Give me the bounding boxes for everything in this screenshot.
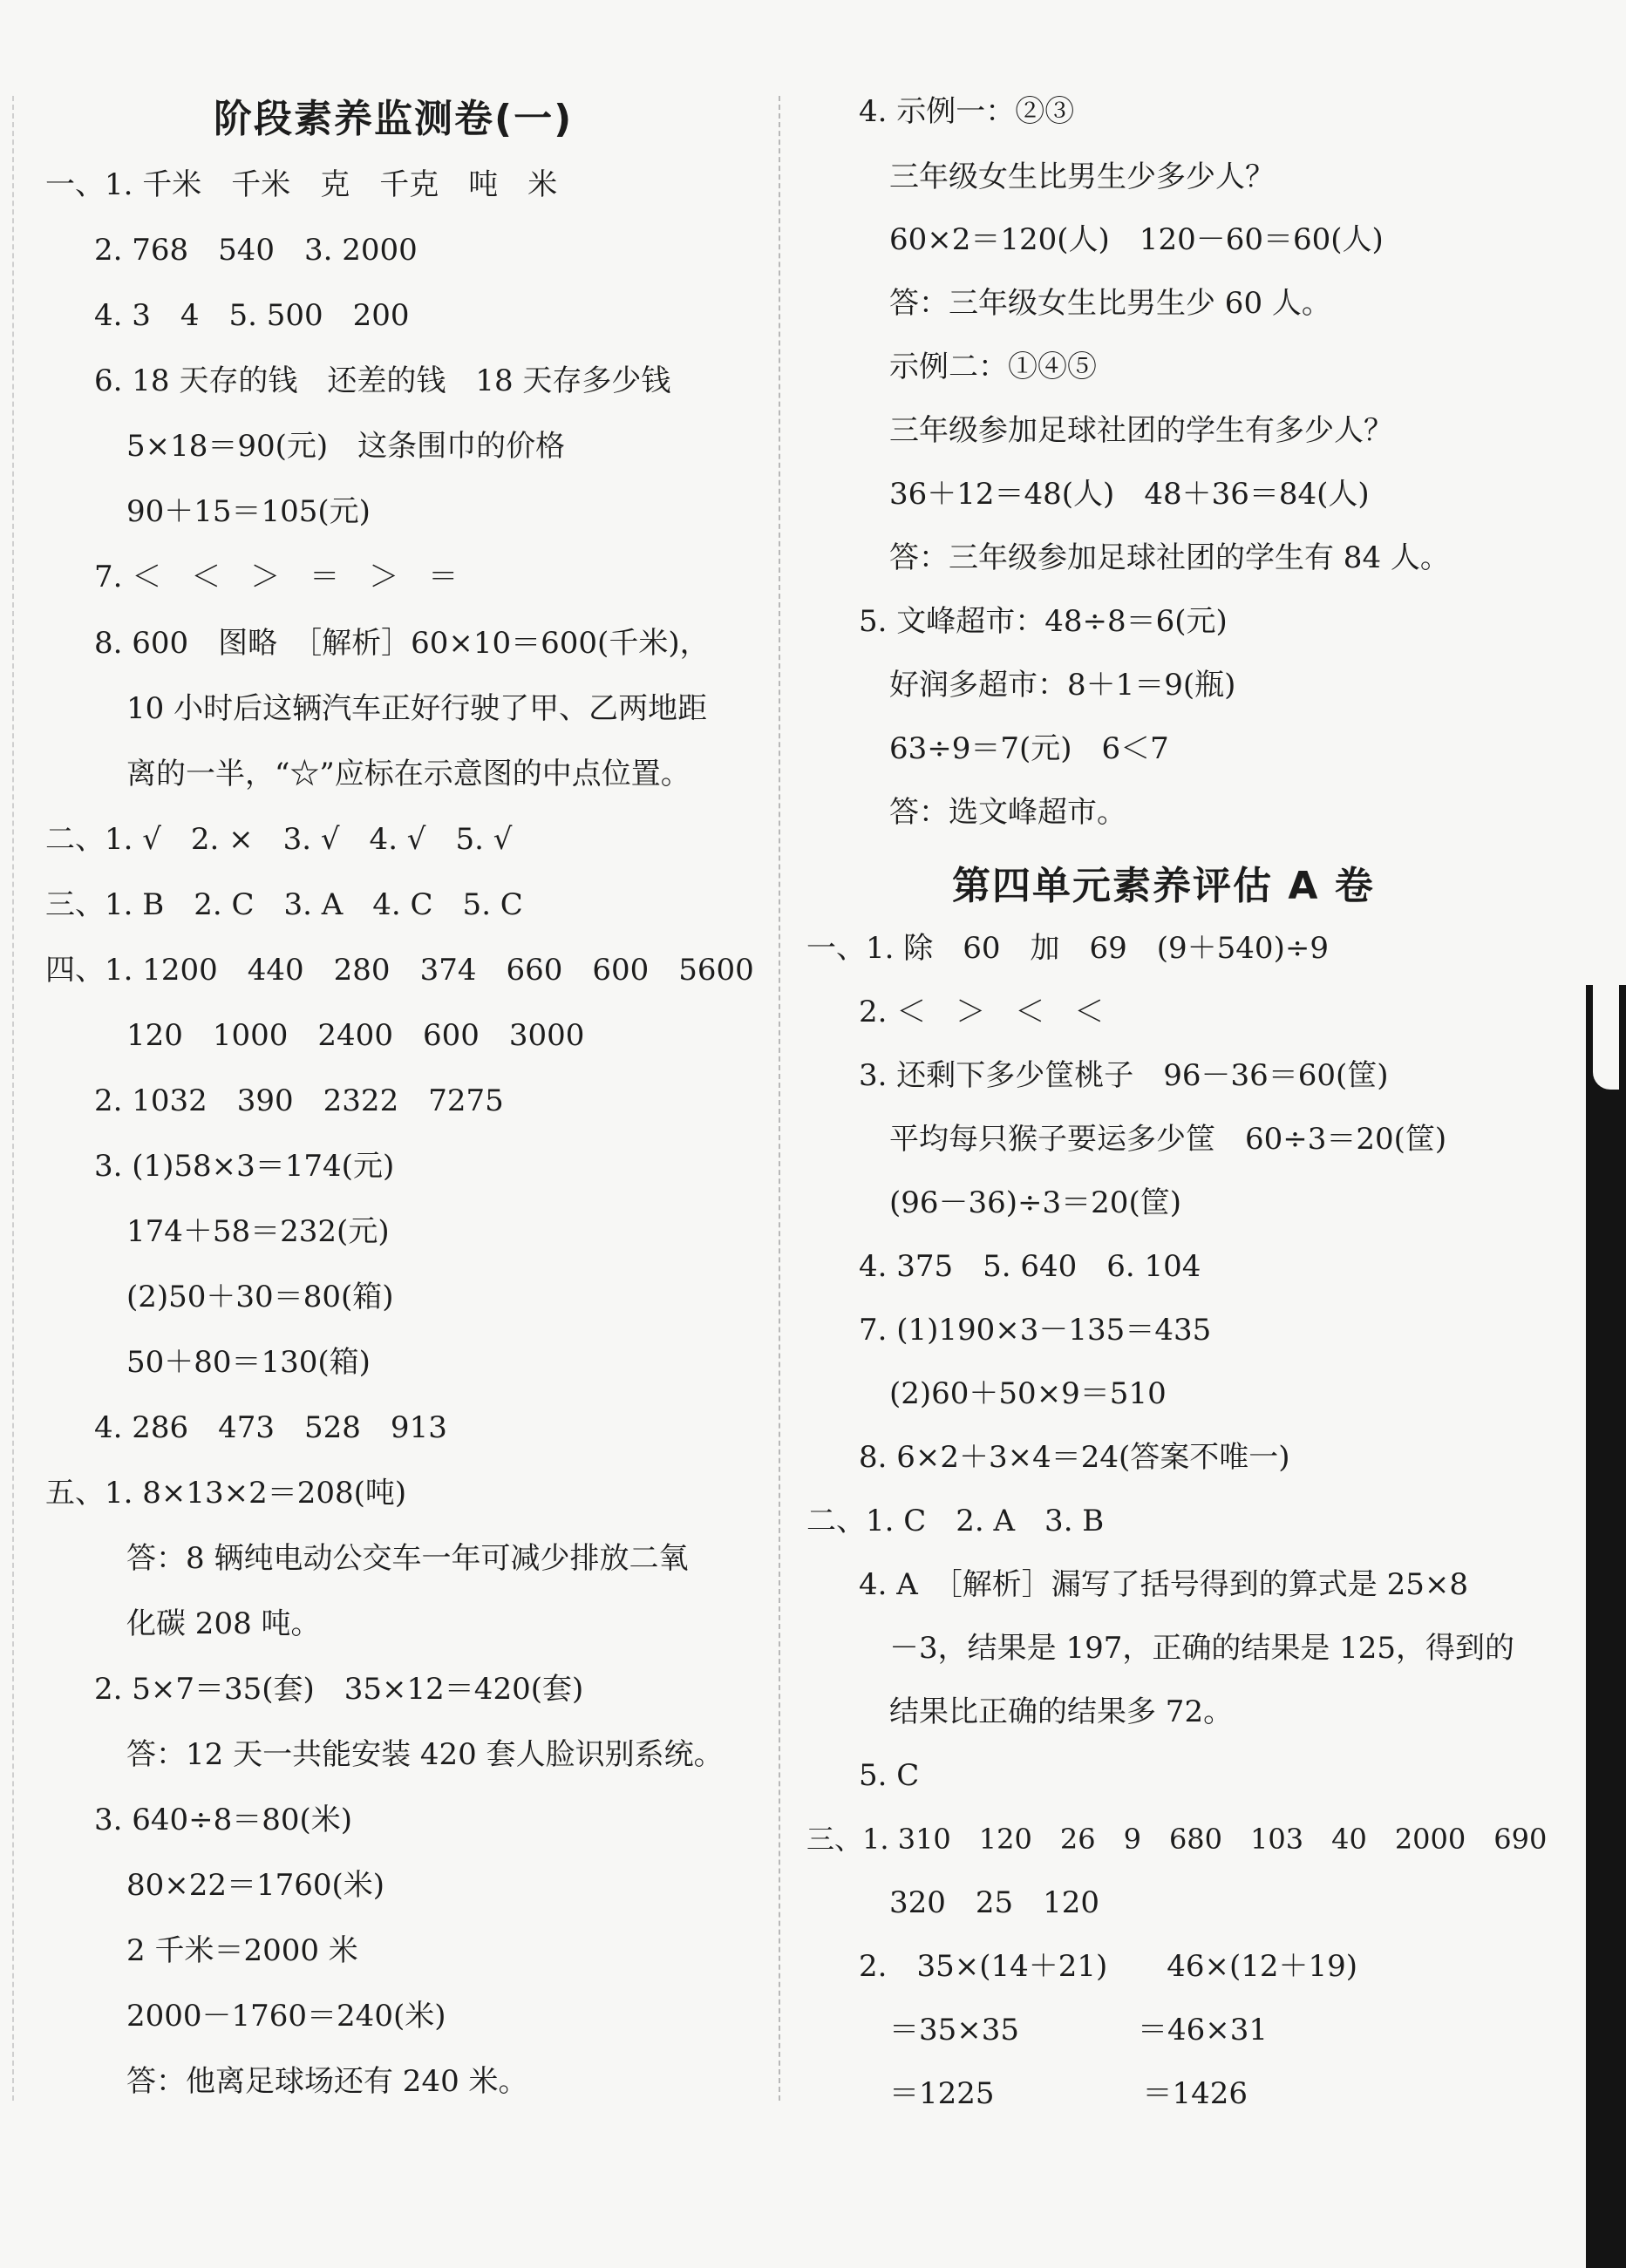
answer-line: 174＋58＝232(元): [126, 1214, 390, 1249]
answer-line: 一、1. 除 60 加 69 (9＋540)÷9: [806, 931, 1329, 966]
answer-line: 8. 600 图略 ［解析］60×10＝600(千米)，: [94, 626, 710, 661]
answer-line: 10 小时后这辆汽车正好行驶了甲、乙两地距: [126, 691, 708, 726]
answer-line: 答：三年级女生比男生少 60 人。: [889, 286, 1331, 321]
answer-line: 答：8 辆纯电动公交车一年可减少排放二氧: [126, 1541, 689, 1576]
answer-line: (2)50＋30＝80(箱): [126, 1280, 394, 1314]
answer-line: 一、1. 千米 千米 克 千克 吨 米: [45, 167, 558, 202]
answer-line: 3. 还剩下多少筐桃子 96－36＝60(筐): [859, 1058, 1389, 1093]
answer-line: 离的一半，“☆”应标在示意图的中点位置。: [126, 757, 691, 791]
answer-line: 5. C: [859, 1758, 920, 1793]
answer-line: ＝35×35 ＝46×31: [889, 2013, 1269, 2047]
answer-line: ＝1225 ＝1426: [889, 2076, 1248, 2111]
answer-line: 4. A ［解析］漏写了括号得到的算式是 25×8: [859, 1567, 1468, 1602]
answer-line: 四、1. 1200 440 280 374 660 600 5600: [45, 953, 754, 988]
scan-dark-edge: [1586, 985, 1626, 2268]
left-margin-line: [12, 96, 14, 2101]
answer-line: 结果比正确的结果多 72。: [889, 1694, 1234, 1729]
answer-line: 答：选文峰超市。: [889, 795, 1126, 830]
answer-line: 化碳 208 吨。: [126, 1606, 321, 1641]
section-title-unit-4-a: 第四单元素养评估 A 卷: [952, 864, 1375, 908]
answer-line: 三、1. B 2. C 3. A 4. C 5. C: [45, 887, 523, 922]
answer-line: 三年级女生比男生少多少人？: [889, 160, 1275, 194]
answer-line: 示例二：①④⑤: [889, 350, 1097, 384]
answer-line: 五、1. 8×13×2＝208(吨): [45, 1476, 407, 1511]
answer-line: 50＋80＝130(箱): [126, 1345, 371, 1380]
answer-line: 2. 768 540 3. 2000: [94, 233, 418, 268]
answer-line: －3，结果是 197，正确的结果是 125，得到的: [889, 1631, 1515, 1666]
answer-line: 4. 286 473 528 913: [94, 1410, 447, 1445]
answer-line: 3. (1)58×3＝174(元): [94, 1149, 395, 1184]
answer-line: 答：12 天一共能安装 420 套人脸识别系统。: [126, 1737, 724, 1772]
answer-line: 二、1. C 2. A 3. B: [806, 1504, 1105, 1538]
answer-line: 答：他离足球场还有 240 米。: [126, 2064, 528, 2099]
answer-line: 平均每只猴子要运多少筐 60÷3＝20(筐): [889, 1122, 1447, 1157]
answer-line: 5. 文峰超市：48÷8＝6(元): [859, 604, 1228, 639]
answer-line: 120 1000 2400 600 3000: [126, 1018, 585, 1053]
answer-line: 7. (1)190×3－135＝435: [859, 1313, 1212, 1348]
answer-line: 三年级参加足球社团的学生有多少人？: [889, 413, 1393, 448]
answer-line: 2. 1032 390 2322 7275: [94, 1083, 504, 1118]
column-divider: [779, 96, 780, 2101]
answer-line: 63÷9＝7(元) 6＜7: [889, 731, 1169, 766]
answer-line: 320 25 120: [889, 1885, 1100, 1920]
answer-line: 5×18＝90(元) 这条围巾的价格: [126, 429, 566, 464]
answer-line: 2. ＜ ＞ ＜ ＜: [859, 995, 1105, 1029]
answer-line: 2 千米＝2000 米: [126, 1933, 358, 1968]
answer-line: 好润多超市：8＋1＝9(瓶): [889, 668, 1236, 703]
answer-line: 4. 示例一：②③: [859, 94, 1075, 129]
answer-line: 答：三年级参加足球社团的学生有 84 人。: [889, 540, 1450, 575]
answer-line: 2000－1760＝240(米): [126, 1999, 446, 2034]
answer-line: 2. 5×7＝35(套) 35×12＝420(套): [94, 1672, 584, 1707]
answer-line: 三、1. 310 120 26 9 680 103 40 2000 690: [806, 1823, 1548, 1856]
answer-line: 2. 35×(14＋21) 46×(12＋19): [859, 1949, 1358, 1984]
answer-line: 6. 18 天存的钱 还差的钱 18 天存多少钱: [94, 363, 671, 398]
answer-line: 二、1. √ 2. × 3. √ 4. √ 5. √: [45, 822, 513, 857]
answer-line: (96－36)÷3＝20(筐): [889, 1185, 1181, 1220]
answer-line: 8. 6×2＋3×4＝24(答案不唯一): [859, 1440, 1290, 1475]
answer-line: 7. ＜ ＜ ＞ ＝ ＞ ＝: [94, 560, 459, 594]
section-title-stage-test-1: 阶段素养监测卷(一): [214, 97, 574, 141]
answer-line: 3. 640÷8＝80(米): [94, 1803, 353, 1837]
answer-line: 60×2＝120(人) 120－60＝60(人): [889, 222, 1384, 257]
scan-edge-notch: [1593, 985, 1619, 1090]
answer-line: 4. 3 4 5. 500 200: [94, 298, 410, 333]
answer-line: (2)60＋50×9＝510: [889, 1376, 1167, 1411]
answer-line: 4. 375 5. 640 6. 104: [859, 1249, 1201, 1284]
answer-line: 36＋12＝48(人) 48＋36＝84(人): [889, 477, 1370, 512]
answer-line: 80×22＝1760(米): [126, 1868, 385, 1903]
answer-line: 90＋15＝105(元): [126, 494, 371, 529]
